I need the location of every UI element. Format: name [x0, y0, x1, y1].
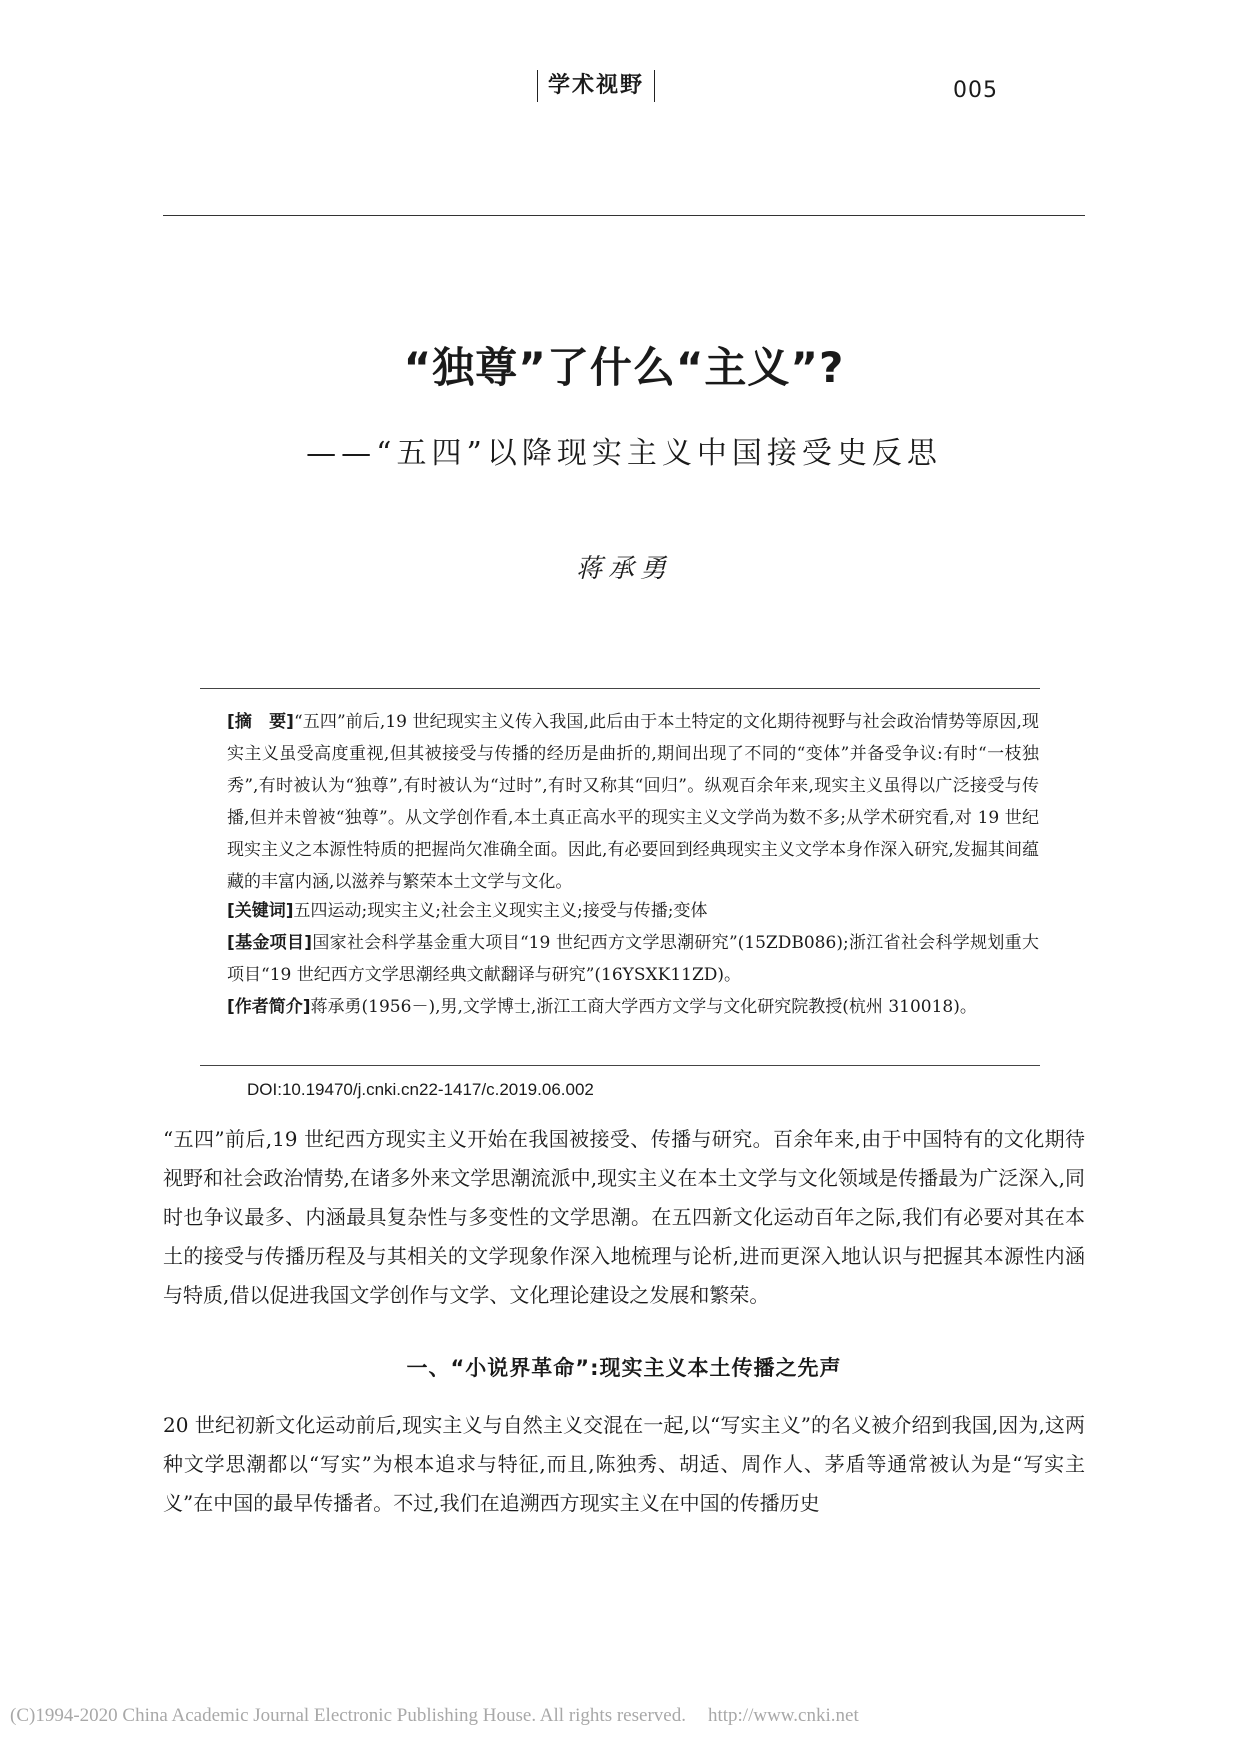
copyright-text: (C)1994-2020 China Academic Journal Electronic Publishing House. All rights reserved. — [10, 1705, 686, 1726]
abstract-top-rule — [200, 688, 1040, 689]
section-heading: 一、“小说界革命”:现实主义本土传播之先声 — [406, 1356, 842, 1380]
footer-url-link[interactable]: http://www.cnki.net — [707, 1705, 859, 1726]
keywords-text: 五四运动;现实主义;社会主义现实主义;接受与传播;变体 — [293, 901, 708, 921]
abstract-bottom-rule — [200, 1065, 1040, 1066]
body-paragraph: 20 世纪初新文化运动前后,现实主义与自然主义交混在一起,以“写实主义”的名义被介绍到我国,因为,这两种文学思潮都以“写实”为根本追求与特征,而且,陈独秀、胡适、周作人、茅盾等通常被认为是“写实主义”在中国的最早传播者。不过,我们在追溯西方现实主义在中国的传播历史 — [163, 1413, 1085, 1515]
fund-label: [基金项目] — [227, 933, 313, 953]
doi-link[interactable]: DOI:10.19470/j.cnki.cn22-1417/c.2019.06.002 — [247, 1080, 594, 1099]
abstract-label: [摘 要] — [227, 712, 294, 732]
header-divider — [163, 215, 1085, 216]
article-author: 蒋承勇 — [575, 554, 672, 584]
journal-section-label: 学术视野 — [537, 70, 655, 102]
keywords-label: [关键词] — [227, 901, 294, 921]
abstract-text: “五四”前后,19 世纪现实主义传入我国,此后由于本土特定的文化期待视野与社会政治情势等原因,现实主义虽受高度重视,但其被接受与传播的经历是曲折的,期间出现了不同的“变体”并备受争议:有时“一枝独秀”,有时被认为“独尊”,有时被认为“过时”,有时又称其“回归”。纵观百余年来,现实主义虽得以广泛接受与传播,但并未曾被“独尊”。从文学创作看,本土真正高水平的现实主义文学尚为数不多;从学术研究看,对 19 世纪现实主义之本源性特质的把握尚欠准确全面。因此,有必要回到经典现实主义文学本身作深入研究,发掘其间蕴藏的丰富内涵,以滋养与繁荣本土文学与文化。 — [227, 712, 1039, 892]
abstract-block — [227, 706, 1039, 898]
fund-block — [227, 927, 1039, 991]
article-subtitle: ——“五四”以降现实主义中国接受史反思 — [306, 436, 942, 471]
author-info-label: [作者简介] — [227, 997, 311, 1017]
article-title: “独尊”了什么“主义”? — [403, 343, 845, 392]
body-paragraph: “五四”前后,19 世纪西方现实主义开始在我国被接受、传播与研究。百余年来,由于中国特有的文化期待视野和社会政治情势,在诸多外来文学思潮流派中,现实主义在本土文学与文化领域是传播最为广泛深入,同时也争议最多、内涵最具复杂性与多变性的文学思潮。在五四新文化运动百年之际,我们有必要对其在本土的接受与传播历程及与其相关的文学现象作深入地梳理与论析,进而更深入地认识与把握其本源性内涵与特质,借以促进我国文学创作与文学、文化理论建设之发展和繁荣。 — [163, 1127, 1085, 1307]
copyright-footer — [10, 1705, 881, 1727]
author-info-block — [227, 991, 1039, 1023]
fund-text: 国家社会科学基金重大项目“19 世纪西方文学思潮研究”(15ZDB086);浙江省社会科学规划重大项目“19 世纪西方文学思潮经典文献翻译与研究”(16YSXK11ZD)。 — [227, 933, 1039, 985]
page-number: 005 — [953, 78, 998, 103]
keywords-block — [227, 895, 1039, 927]
author-info-text: 蒋承勇(1956－),男,文学博士,浙江工商大学西方文学与文化研究院教授(杭州 310018)。 — [310, 997, 977, 1017]
